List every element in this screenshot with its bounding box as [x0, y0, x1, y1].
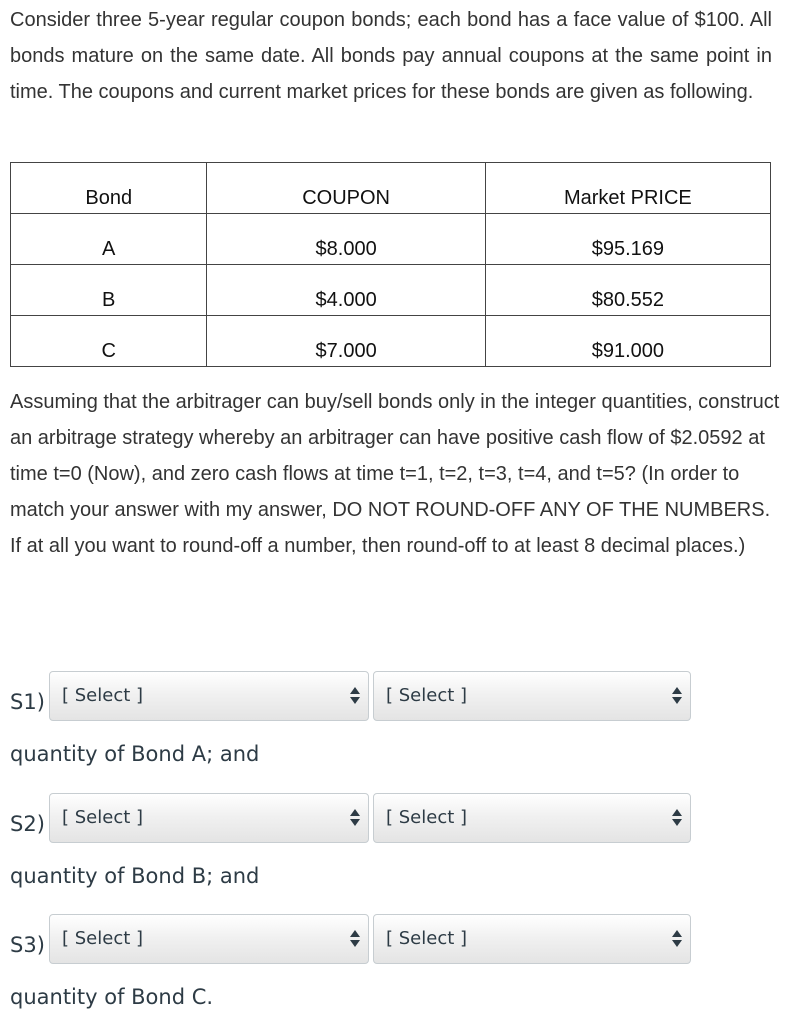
- cell-bond: B: [11, 265, 207, 316]
- header-coupon: COUPON: [207, 163, 485, 214]
- cell-price: $91.000: [485, 316, 770, 367]
- select-value: [ Select ]: [62, 807, 144, 828]
- cell-price: $95.169: [485, 214, 770, 265]
- bond-table: [10, 162, 771, 367]
- select-arrows-icon: [350, 930, 360, 950]
- header-market-price: Market PRICE: [485, 163, 770, 214]
- cell-bond: C: [11, 316, 207, 367]
- select-arrows-icon: [350, 809, 360, 829]
- s3-direction-select[interactable]: [49, 914, 369, 964]
- table-row: [11, 214, 771, 265]
- header-bond: Bond: [11, 163, 207, 214]
- s2-quantity-select[interactable]: [373, 793, 691, 843]
- select-value: [ Select ]: [62, 685, 144, 706]
- s3-quantity-select[interactable]: [373, 914, 691, 964]
- s2-suffix-text: quantity of Bond B; and: [10, 864, 260, 888]
- s3-suffix-text: quantity of Bond C.: [10, 985, 214, 1009]
- cell-coupon: $7.000: [207, 316, 485, 367]
- cell-coupon: $4.000: [207, 265, 485, 316]
- select-arrows-icon: [672, 687, 682, 707]
- select-arrows-icon: [672, 809, 682, 829]
- cell-price: $80.552: [485, 265, 770, 316]
- table-row: [11, 316, 771, 367]
- table-row: [11, 265, 771, 316]
- select-value: [ Select ]: [62, 928, 144, 949]
- table-header-row: [11, 163, 771, 214]
- s1-quantity-select[interactable]: [373, 671, 691, 721]
- select-value: [ Select ]: [386, 928, 468, 949]
- s1-direction-select[interactable]: [49, 671, 369, 721]
- s1-suffix-text: quantity of Bond A; and: [10, 742, 260, 766]
- step-label-s1: S1): [10, 690, 45, 714]
- s2-direction-select[interactable]: [49, 793, 369, 843]
- select-value: [ Select ]: [386, 807, 468, 828]
- intro-paragraph: Consider three 5-year regular coupon bonds; each bond has a face value of $100. All bonds mature on the same date. All bonds pay annual coupons at the same point in time. The coupons and current market prices for these bonds are given as following.: [10, 9, 772, 103]
- step-label-s3: S3): [10, 933, 45, 957]
- select-value: [ Select ]: [386, 685, 468, 706]
- cell-bond: A: [11, 214, 207, 265]
- cell-coupon: $8.000: [207, 214, 485, 265]
- select-arrows-icon: [672, 930, 682, 950]
- step-label-s2: S2): [10, 812, 45, 836]
- question-paragraph: Assuming that the arbitrager can buy/sell bonds only in the integer quantities, construct an arbitrage strategy whereby an arbitrager can have positive cash flow of $2.0592 at time t=0 (Now), and zero cash flows at time t=1, t=2, t=3, t=4, and t=5? (In order to match your answer with my answer, DO NOT ROUND-OFF ANY OF THE NUMBERS. If at all you want to round-off a number, then round-off to at least 8 decimal places.): [10, 391, 780, 557]
- select-arrows-icon: [350, 687, 360, 707]
